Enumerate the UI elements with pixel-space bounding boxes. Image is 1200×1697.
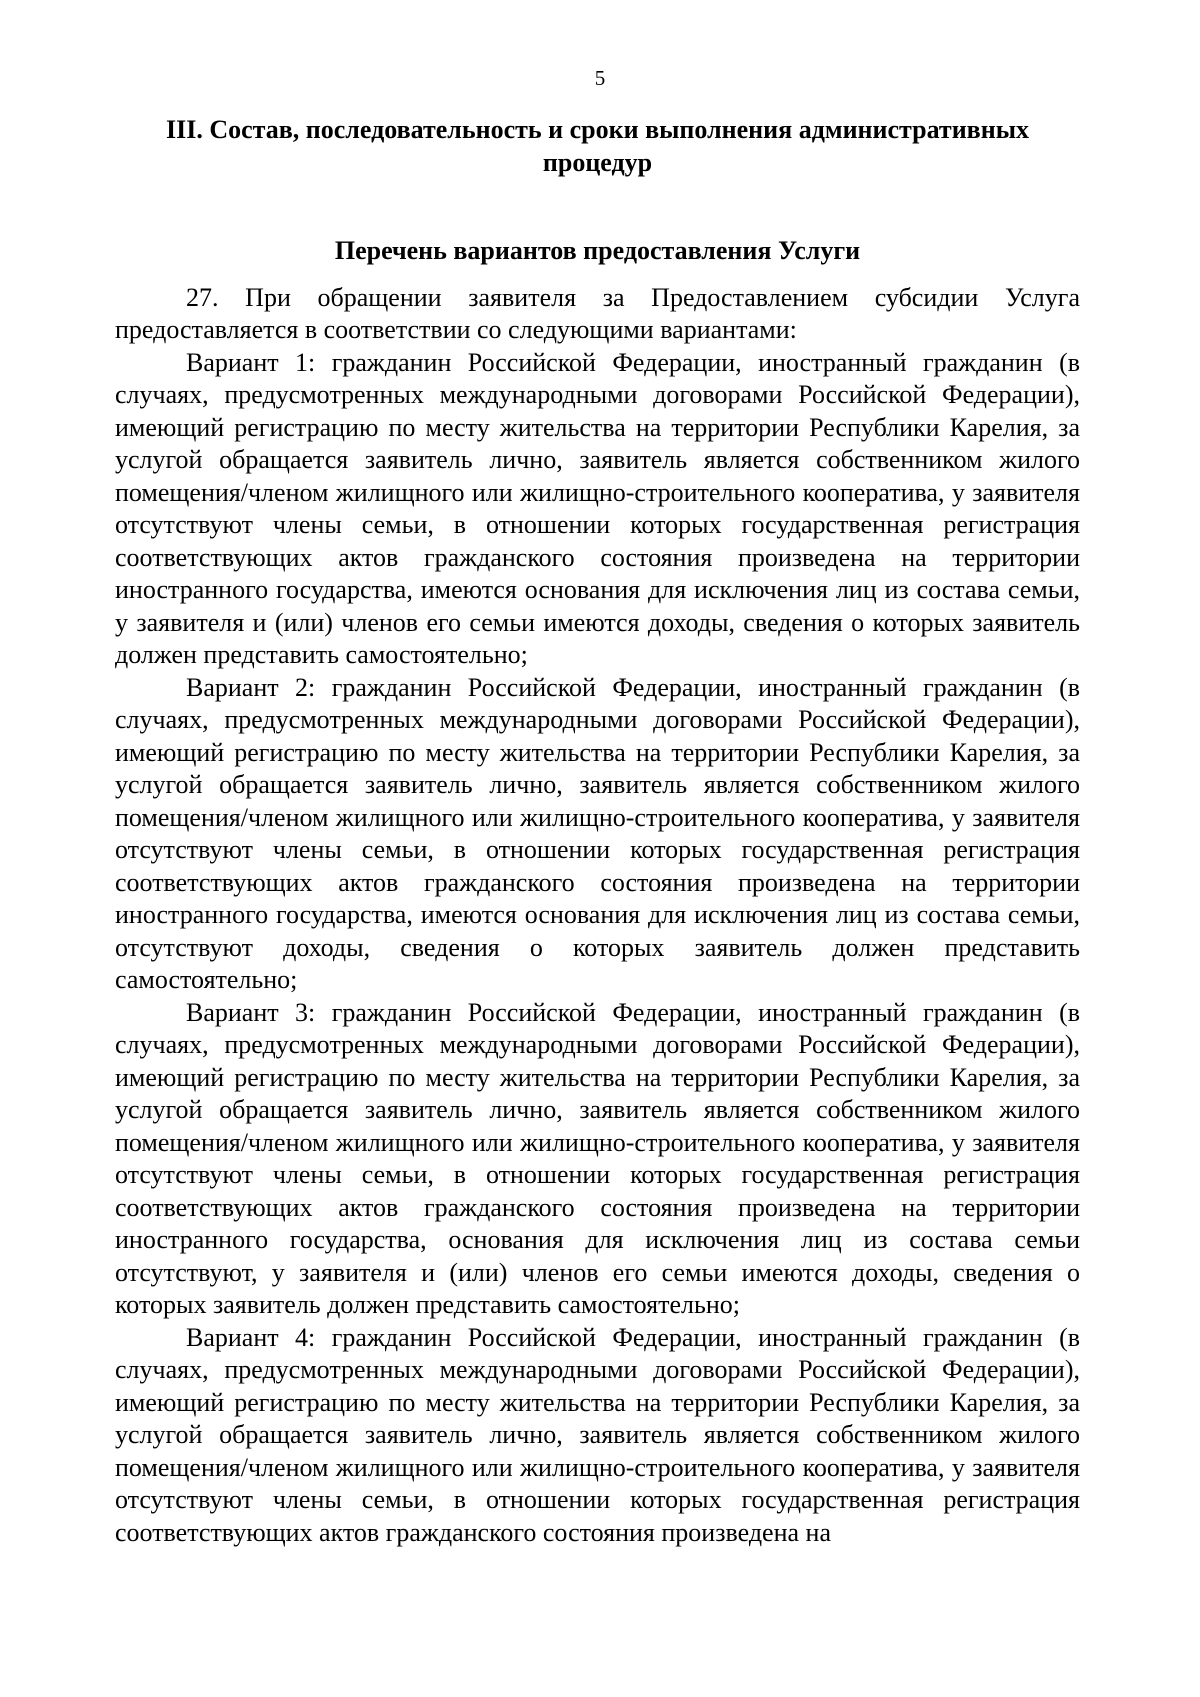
paragraph-27-intro: 27. При обращении заявителя за Предоставлением субсидии Услуга предоставляется в соответствии со следующими вариантами: — [115, 282, 1080, 344]
document-body — [115, 114, 1080, 1549]
paragraph-variant-1: Вариант 1: гражданин Российской Федерации, иностранный гражданин (в случаях, предусмотренных международными договорами Российской Федерации), имеющий регистрацию по месту жительства на территории Республики Карелия, за услугой обращается заявитель лично, заявитель является собственником жилого помещения/членом жилищного или жилищно-строительного кооператива, у заявителя отсутствуют члены семьи, в отношении которых государственная регистрация соответствующих актов гражданского состояния произведена на территории иностранного государства, имеются основания для исключения лиц из состава семьи, у заявителя и (или) членов его семьи имеются доходы, сведения о которых заявитель должен представить самостоятельно; — [115, 347, 1080, 669]
paragraph-variant-4: Вариант 4: гражданин Российской Федерации, иностранный гражданин (в случаях, предусмотренных международными договорами Российской Федерации), имеющий регистрацию по месту жительства на территории Республики Карелия, за услугой обращается заявитель лично, заявитель является собственником жилого помещения/членом жилищного или жилищно-строительного кооператива, у заявителя отсутствуют члены семьи, в отношении которых государственная регистрация соответствующих актов гражданского состояния произведена на — [115, 1322, 1080, 1547]
paragraph-variant-3: Вариант 3: гражданин Российской Федерации, иностранный гражданин (в случаях, предусмотренных международными договорами Российской Федерации), имеющий регистрацию по месту жительства на территории Республики Карелия, за услугой обращается заявитель лично, заявитель является собственником жилого помещения/членом жилищного или жилищно-строительного кооператива, у заявителя отсутствуют члены семьи, в отношении которых государственная регистрация соответствующих актов гражданского состояния произведена на территории иностранного государства, основания для исключения лиц из состава семьи отсутствуют, у заявителя и (или) членов его семьи имеются доходы, сведения о которых заявитель должен представить самостоятельно; — [115, 997, 1080, 1319]
subheading: Перечень вариантов предоставления Услуги — [334, 236, 861, 265]
page-number: 5 — [594, 66, 606, 90]
paragraph-variant-2: Вариант 2: гражданин Российской Федерации, иностранный гражданин (в случаях, предусмотренных международными договорами Российской Федерации), имеющий регистрацию по месту жительства на территории Республики Карелия, за услугой обращается заявитель лично, заявитель является собственником жилого помещения/членом жилищного или жилищно-строительного кооператива, у заявителя отсутствуют члены семьи, в отношении которых государственная регистрация соответствующих актов гражданского состояния произведена на территории иностранного государства, имеются основания для исключения лиц из состава семьи, отсутствуют доходы, сведения о которых заявитель должен представить самостоятельно; — [115, 672, 1080, 994]
section-heading: III. Состав, последовательность и сроки выполнения административных процедур — [165, 115, 1029, 177]
